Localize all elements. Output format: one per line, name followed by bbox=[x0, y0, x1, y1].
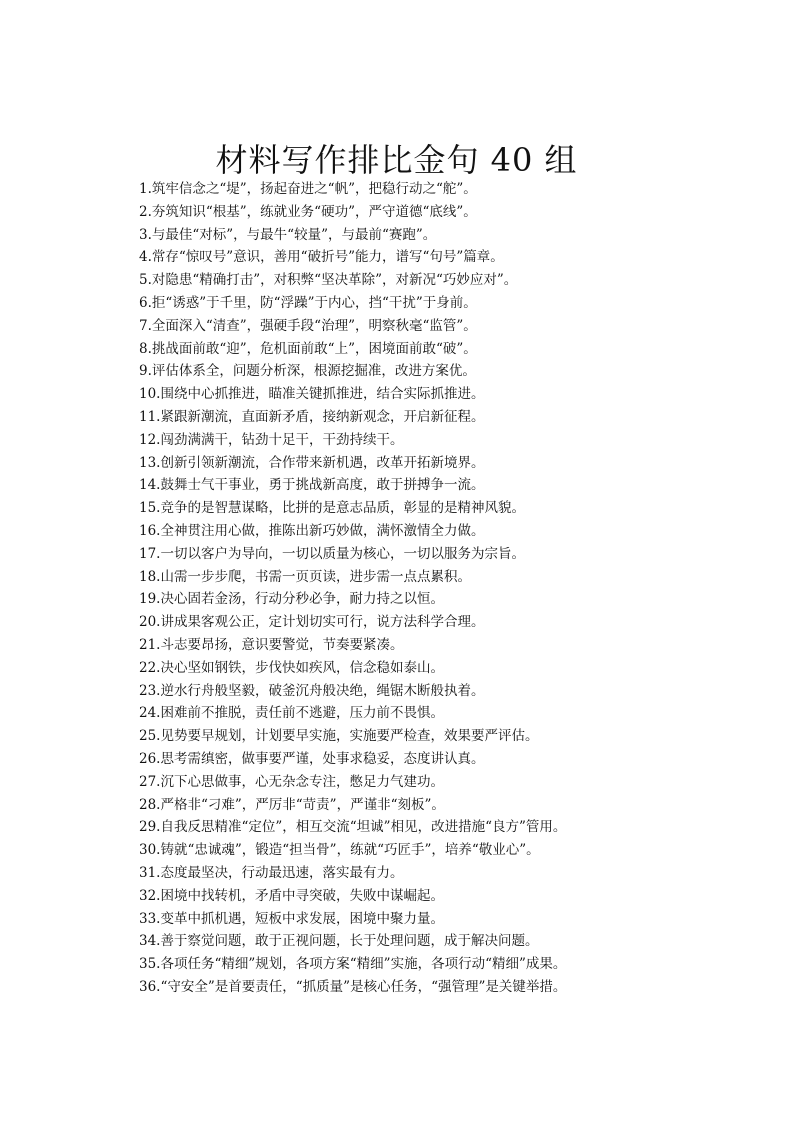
phrase-line: 35.各项任务“精细”规划，各项方案“精细”实施，各项行动“精细”成果。 bbox=[139, 956, 567, 973]
phrase-line: 18.山需一步步爬，书需一页页读，进步需一点点累积。 bbox=[139, 568, 471, 585]
phrase-line: 6.拒“诱惑”于千里，防“浮躁”于内心，挡“干扰”于身前。 bbox=[139, 294, 477, 311]
phrase-line: 34.善于察觉问题，敢于正视问题，长于处理问题，成于解决问题。 bbox=[139, 933, 539, 950]
phrase-line: 1.筑牢信念之“堤”，扬起奋进之“帆”，把稳行动之“舵”。 bbox=[139, 181, 477, 197]
phrase-line: 13.创新引领新潮流，合作带来新机遇，改革开拓新境界。 bbox=[139, 454, 485, 471]
phrase-list bbox=[139, 178, 566, 999]
phrase-line: 12.闯劲满满干，钻劲十足干，干劲持续干。 bbox=[139, 431, 404, 448]
phrase-line: 25.见势要早规划，计划要早实施，实施要严检查，效果要严评估。 bbox=[139, 728, 539, 745]
phrase-line: 33.变革中抓机遇，短板中求发展，困境中聚力量。 bbox=[139, 910, 444, 927]
phrase-line: 2.夯筑知识“根基”，练就业务“硬功”，严守道德“底线”。 bbox=[139, 203, 477, 220]
page-title: 材料写作排比金句 40 组 bbox=[215, 141, 578, 179]
phrase-line: 21.斗志要昂扬，意识要警觉，节奏要紧凑。 bbox=[139, 636, 404, 653]
phrase-line: 10.围绕中心抓推进，瞄准关键抓推进，结合实际抓推进。 bbox=[139, 386, 485, 403]
phrase-line: 22.决心坚如钢铁，步伐快如疾风，信念稳如泰山。 bbox=[139, 659, 444, 676]
phrase-line: 28.严格非“刁难”，严厉非“苛责”，严谨非“刻板”。 bbox=[139, 796, 445, 813]
phrase-line: 27.沉下心思做事，心无杂念专注，憋足力气建功。 bbox=[139, 773, 444, 790]
phrase-line: 30.铸就“忠诚魂”，锻造“担当骨”，练就“巧匠手”，培养“敬业心”。 bbox=[139, 842, 540, 859]
phrase-line: 14.鼓舞士气干事业，勇于挑战新高度，敢于拼搏争一流。 bbox=[139, 477, 485, 494]
phrase-line: 15.竞争的是智慧谋略，比拼的是意志品质，彰显的是精神风貌。 bbox=[139, 500, 525, 517]
phrase-line: 17.一切以客户为导向，一切以质量为核心，一切以服务为宗旨。 bbox=[139, 545, 525, 562]
phrase-line: 7.全面深入“清查”，强硬手段“治理”，明察秋毫“监管”。 bbox=[139, 317, 477, 334]
phrase-line: 24.困难前不推脱，责任前不逃避，压力前不畏惧。 bbox=[139, 705, 444, 722]
phrase-line: 19.决心固若金汤，行动分秒必争，耐力持之以恒。 bbox=[139, 591, 444, 608]
phrase-line: 32.困境中找转机，矛盾中寻突破，失败中谋崛起。 bbox=[139, 887, 444, 904]
phrase-line: 36.“守安全”是首要责任，“抓质量”是核心任务，“强管理”是关键举措。 bbox=[139, 978, 567, 995]
phrase-line: 9.评估体系全，问题分析深，根源挖掘准，改进方案优。 bbox=[139, 363, 476, 380]
phrase-line: 16.全神贯注用心做，推陈出新巧妙做，满怀激情全力做。 bbox=[139, 522, 485, 539]
phrase-line: 26.思考需缜密，做事要严谨，处事求稳妥，态度讲认真。 bbox=[139, 750, 485, 767]
phrase-line: 11.紧跟新潮流，直面新矛盾，接纳新观念，开启新征程。 bbox=[139, 408, 485, 425]
phrase-line: 23.逆水行舟般坚毅，破釜沉舟般决绝，绳锯木断般执着。 bbox=[139, 682, 485, 699]
phrase-line: 5.对隐患“精确打击”，对积弊“坚决革除”，对新况“巧妙应对”。 bbox=[139, 272, 518, 289]
phrase-line: 31.态度最坚决，行动最迅速，落实最有力。 bbox=[139, 864, 404, 881]
phrase-line: 8.挑战面前敢“迎”，危机面前敢“上”，困境面前敢“破”。 bbox=[139, 340, 477, 357]
phrase-line: 4.常存“惊叹号”意识，善用“破折号”能力，谱写“句号”篇章。 bbox=[139, 249, 504, 266]
phrase-line: 20.讲成果客观公正，定计划切实可行，说方法科学合理。 bbox=[139, 614, 485, 631]
phrase-line: 29.自我反思精准“定位”，相互交流“坦诚”相见，改进措施“良方”管用。 bbox=[139, 819, 567, 836]
phrase-line: 3.与最佳“对标”，与最牛“较量”，与最前“赛跑”。 bbox=[139, 226, 437, 243]
